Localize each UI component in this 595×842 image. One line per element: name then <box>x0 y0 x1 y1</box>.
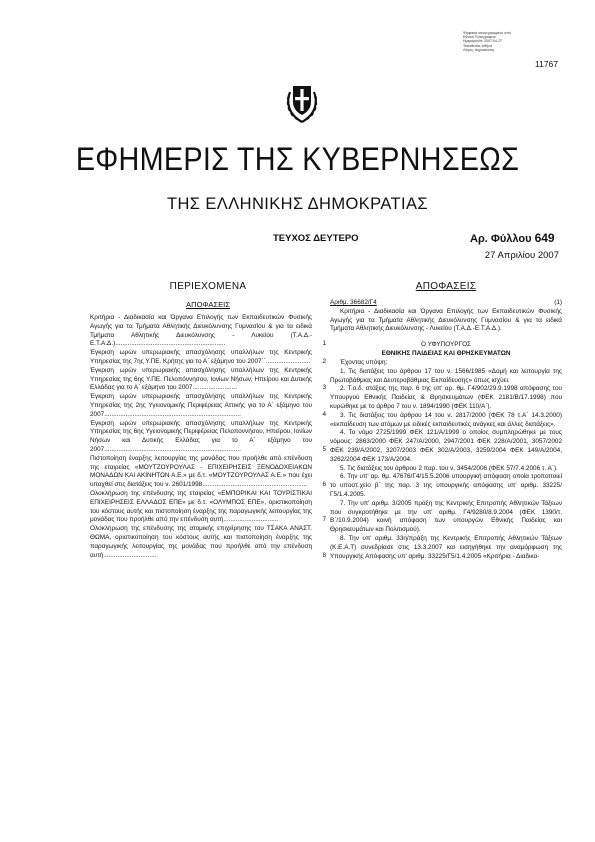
contents-item[interactable] <box>90 525 326 560</box>
contents-item-text: Έγκριση ωρών υπερωριακής απασχόλησης υπαλλήλων της Κεντρικής Υπηρεσίας της 7ης Υ.ΠΕ. Κρήτης για το Α΄ εξάμηνο του 2007΄΄......................... <box>90 349 312 365</box>
contents-item-text: Έγκριση ωρών υπερωριακής απασχόλησης υπαλλήλων της Κεντρικής Υπηρεσίας της 6ης Υγειονομικής Περιφέρειας Πελοποννήσου, Ηπείρου, Ιονίων Νήσων και Δυτικής Ελλάδας για το Α΄ εξάμηνο του 2007............................................................................. <box>90 419 312 453</box>
issue-date: 27 Απριλίου 2007 <box>484 250 559 261</box>
digital-signature-stamp <box>463 31 533 52</box>
considerations-intro: Έχοντας υπόψη: <box>340 359 388 366</box>
consideration-paragraph: 8. Την υπ' αριθμ. 33η/πράξη της Κεντρικής Επιτροπής Αθλητικών Τάξεων (Κ.Ε.Α.Τ) συνεδρίασε στις 13.3.2007 και εισηγήθηκε την αναμόρφωση της Υπουργικής Απόφασης υπ' αριθμ. 33225/Γ5/1.4.2005 «Κριτήρια - Διαδικα- <box>330 534 562 560</box>
authority-title: Ο ΥΦΥΠΟΥΡΓΟΣ <box>420 341 472 349</box>
contents-item[interactable] <box>90 455 326 490</box>
contents-subtitle: ΑΠΟΦΑΣΕΙΣ <box>186 300 230 309</box>
authority-ministry: ΕΘΝΙΚΗΣ ΠΑΙΔΕΙΑΣ ΚΑΙ ΘΡΗΣΚΕΥΜΑΤΩΝ <box>381 349 511 357</box>
stamp-line: Ψηφιακά υπογεγραμμένο από <box>463 31 511 35</box>
gazette-title: ΕΦΗΜΕΡΙΣ ΤΗΣ ΚΥΒΕΡΝΗΣΕΩΣ <box>75 141 520 177</box>
contents-item-page: 1 <box>322 340 326 348</box>
decisions-column <box>330 281 562 561</box>
contents-item[interactable] <box>90 490 326 525</box>
decision-ordinal: (1) <box>554 299 562 306</box>
contents-item-text: Ολοκλήρωση της επένδυσης της εταιρείας «ΕΜΠΟΡΙΚΑΙ ΚΑΙ ΤΟΥΡΙΣΤΙΚΑΙ ΕΠΙΧΕΙΡΗΣΕΙΣ ΕΛΛΑΔΟΣ ΕΠΕ» με δ.τ. «ΟΛΥΜΠΟΣ ΕΠΕ», οριστικοποίηση του κόστους αυτής και πιστοποίηση έναρξης της παραγωγικής λειτουργίας της μονάδας που προήλθε από την επένδυση αυτή............................... <box>90 489 312 524</box>
contents-item-page: 6 <box>322 481 326 489</box>
contents-item[interactable] <box>90 393 326 419</box>
contents-item[interactable] <box>90 367 326 393</box>
sheet-number <box>470 231 555 245</box>
sheet-label: Αρ. Φύλλου <box>470 233 532 245</box>
decision-subject: Κριτήρια - Διαδικασία και Όργανα Επιλογής των Εκπαιδευτικών Φυσικής Αγωγής για τα Τμήματα Αθλητικής Διευκόλυνσης Γυμνασίου & για τα ειδικά Τμήματα Αθλητικής Διευκόλυνσης - Λυκείου (Τ.Α.Δ.-Ε.Τ.Α.Δ.). <box>330 307 562 333</box>
issue-label: ΤΕΥΧΟΣ ΔΕΥΤΕΡΟ <box>273 233 359 244</box>
stamp-line: Ημερομηνία: 2007.04.27 <box>463 39 503 44</box>
stamp-line: Τοποθεσία: Αθήνα <box>463 43 492 48</box>
contents-item-page: 4 <box>322 410 326 418</box>
contents-title: ΠΕΡΙΕΧΟΜΕΝΑ <box>169 281 247 292</box>
contents-item-page: 5 <box>322 445 326 453</box>
decision-reference: Αριθμ. 36682/Γ4 <box>330 299 377 306</box>
contents-item-page: 8 <box>322 551 326 559</box>
decision-heading <box>330 299 562 308</box>
contents-item[interactable] <box>90 314 326 349</box>
contents-item-page: 2 <box>322 357 326 365</box>
consideration-paragraph: 7. Την υπ' αριθμ. 3/2005 πράξη της Κεντρικής Επιτροπής Αθλητικών Τάξεων που συγκροτήθηκε με την υπ' αριθμ. Γ4/9280/8.9.2004 (ΦΕΚ 1390/τ. Β΄/10.9.2004) κοινή απόφαση των υπουργών Εθνικής Παιδείας και Θρησκευμάτων και Πολιτισμού). <box>330 499 562 534</box>
contents-item-page: 7 <box>322 516 326 524</box>
consideration-paragraph: 3. Τις διατάξεις του άρθρου 14 του ν. 2817/2000 (ΦΕΚ 78 τ.Α΄ 14.3.2000) «εκπαίδευση των ατόμων με ειδικές εκπαιδευτικές ανάγκες και άλλες διατάξεις». <box>330 411 562 428</box>
gazette-subtitle: ΤΗΣ ΕΛΛΗΝΙΚΗΣ ΔΗΜΟΚΡΑΤΙΑΣ <box>167 195 428 213</box>
decisions-title: ΑΠΟΦΑΣΕΙΣ <box>415 281 477 292</box>
consideration-paragraph: 4. Το νόμο 2725/1999 ΦΕΚ 121/Α/1999 ο οποίος συμπληρώθηκε με τους νόμους: 2863/2000 ΦΕΚ 247/Α/2000, 2947/2001 ΦΕΚ 228/Α/2001, 3057/2002 ΦΕΚ 239/Α/2002, 3207/2003 ΦΕΚ 302/Α/2003, 3259/2004 ΦΕΚ 149/Α/2004, 3262/2004 ΦΕΚ 173/Α/2004. <box>330 429 562 463</box>
contents-item-page: 3 <box>322 384 326 392</box>
contents-list <box>90 314 326 560</box>
contents-item-text: Πιστοποίηση έναρξης λειτουργίας της μονάδας που προήλθε από επένδυση της εταιρείας «ΜΟΥΤΖΟΥΡΟΥΛΑΣ - ΕΠΙΧΕΙΡΗΣΕΙΣ ΞΕΝΟΔΟΧΕΙΑΚΩΝ ΜΟΝΑΔΩΝ ΚΑΙ ΑΚΙΝΗΤΩΝ Α.Ε.» με δ.τ. «ΜΟΥΤΖΟΥΡΟΥΛΑΣ Α.Ε.» που έχει υπαχθεί στις διατάξεις του ν. 2601/1998........................................................... <box>90 454 312 489</box>
contents-item-text: Ολοκλήρωση της επένδυσης της ατομικής επιχείρησης του ΤΣΑΚΑ ΑΝΑΣΤ. ΘΩΜΑ, οριστικοποίηση του κόστους αυτής και πιστοποίηση έναρξης της παραγωγικής λειτουργίας της μονάδας που προήλθε από την επένδυση αυτή.............................. <box>90 525 312 559</box>
page-number: 11767 <box>535 59 559 69</box>
sheet-number-value: 649 <box>534 231 555 245</box>
contents-item-text: Έγκριση ωρών υπερωριακής απασχόλησης υπαλλήλων της Κεντρικής Υπηρεσίας της 6ης Υ.ΠΕ. Πελοπόννησου, Ιονίων Νήσων, Ηπείρου και Δυτικής Ελλάδας για το Α΄ εξάμηνο του 2007......................... <box>90 366 312 392</box>
stamp-line: Εθνικό Τυπογραφείο <box>463 35 496 40</box>
greek-coat-of-arms-icon <box>282 78 322 126</box>
contents-item[interactable] <box>90 420 326 455</box>
consideration-paragraph: 6. Την υπ' αρ. θμ. 47676/Γ4/15.5.2006 υπουργική απόφαση οποία τροποποιεί το υποστ.χείο β΄ της παρ. 3 της υπουργικής απόφασης υπ' αριθμ. 33225/Γ5/1.4.2005. <box>330 473 562 498</box>
contents-item-text: Κριτήρια - Διαδικασία και Όργανα Επιλογής των Εκπαιδευτικών Φυσικής Αγωγής για τα Τμήματα Αθλητικής Διευκόλυνσης Γυμνασίου & για τα ειδικά Τμήματα Αθλητικής Διευκόλυνσης - Λυκείου (Τ.Α.Δ.-Ε.Τ.Α.Δ.).............................................................. <box>90 314 312 348</box>
stamp-line: Λόγος: Δημοσίευση <box>463 47 494 52</box>
consideration-paragraph: 2. Τ.ο.δ. στάξεις της παρ. 6 της υπ' αρ. θμ. Γ4/902/29.9.1998 απόφασης του Υπουργού Εθνικής Παιδείας & Θρησκευμάτων (ΦΕΚ 2181/Β/17.1998) που κυρώθηκε με το άρθρο 7 του ν. 1894/1990 (ΦΕΚ 110/Α΄). <box>330 385 562 410</box>
contents-item-text: Έγκριση ωρών υπερωριακής απασχόλησης υπαλλήλων της Κεντρικής Υπηρεσίας της 2ης Υγειονομικής Περιφέρειας Αττικής για το Α΄ εξάμηνο του 2007............................................................................. <box>90 393 312 418</box>
consideration-paragraph: 1. Τις διατάξεις του άρθρου 17 του ν. 1566/1985 «Δομή και λειτουργία της Πρωτοβάθμιας και Δευτεροβάθμιας Εκπαίδευσης» όπως ισχύει. <box>330 367 562 384</box>
contents-item[interactable] <box>90 349 326 367</box>
contents-column <box>90 281 326 560</box>
consideration-paragraph: 5. Τις διατάξεις του άρθρου 2 παρ. του ν. 3454/2006 (ΦΕΚ 57/7.4.2006 τ. Α΄). <box>340 464 558 472</box>
